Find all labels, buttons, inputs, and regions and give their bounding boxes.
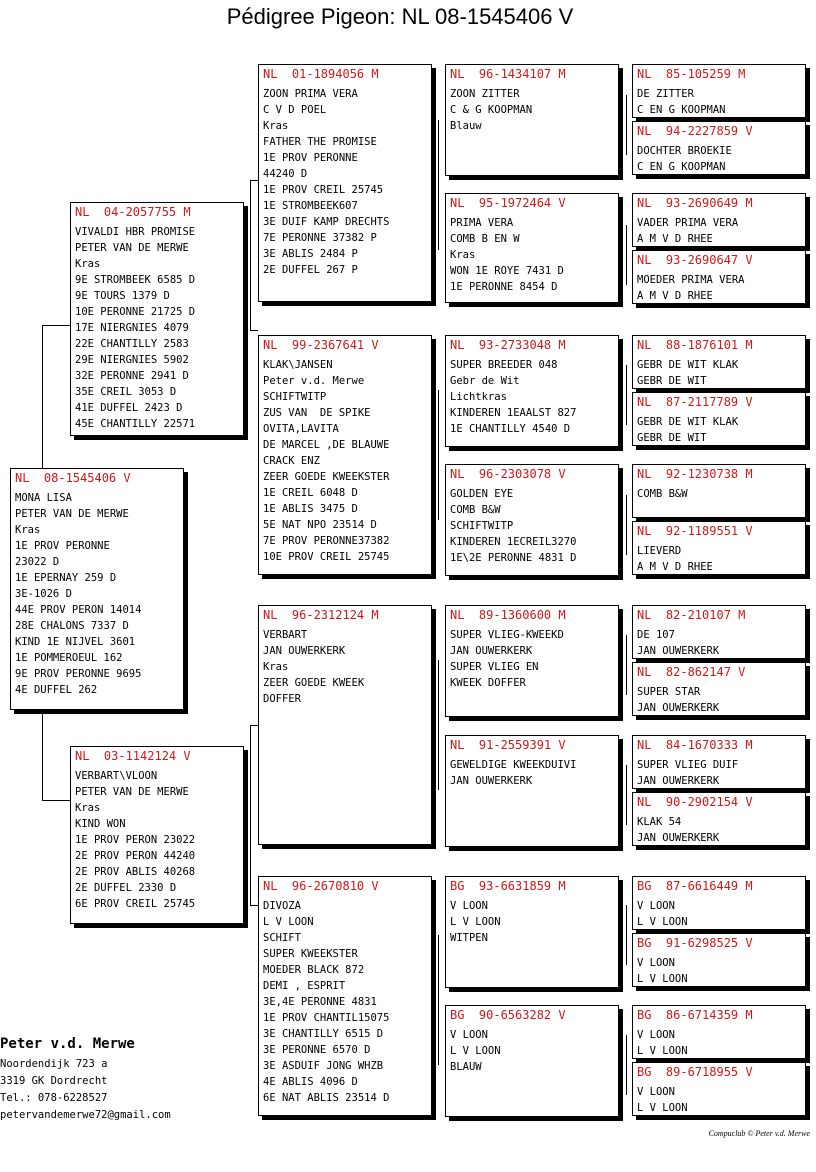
info-line: 35E CREIL 3053 D: [75, 386, 177, 398]
ring-number: NL 01-1894056 M: [263, 67, 379, 81]
pigeon-card-gen3: [445, 64, 619, 176]
info-line: KLAK 54: [637, 816, 682, 828]
ring-number: NL 87-2117789 V: [637, 395, 753, 409]
info-line: VERBART: [263, 629, 308, 641]
info-line: GEBR DE WIT KLAK: [637, 416, 739, 428]
info-line: SUPER BREEDER 048: [450, 359, 558, 371]
pigeon-card-granddam-paternal: [258, 335, 432, 575]
info-line: 28E CHALONS 7337 D: [15, 620, 129, 632]
info-line: JAN OUWERKERK: [263, 645, 346, 657]
info-line: 6E NAT ABLIS 23514 D: [263, 1092, 390, 1104]
info-line: 41E DUFFEL 2423 D: [75, 402, 183, 414]
info-line: Gebr de Wit: [450, 375, 520, 387]
info-line: BLAUW: [450, 1061, 482, 1073]
ring-number: NL 85-105259 M: [637, 67, 746, 81]
pigeon-card-gen4: [632, 464, 806, 518]
info-line: GEBR DE WIT: [637, 375, 707, 387]
info-line: KINDEREN 1EAALST 827: [450, 407, 577, 419]
info-line: 1E CHANTILLY 4540 D: [450, 423, 571, 435]
info-line: 22E CHANTILLY 2583: [75, 338, 189, 350]
connector-line: [626, 765, 627, 825]
pigeon-card-gen3: [445, 1005, 619, 1117]
info-line: COMB B&W: [450, 504, 501, 516]
pigeon-card-mother: [70, 746, 244, 924]
info-line: A M V D RHEE: [637, 561, 713, 573]
ring-number: NL 84-1670333 M: [637, 738, 753, 752]
info-line: V LOON: [450, 1029, 488, 1041]
info-line: Blauw: [450, 120, 482, 132]
info-line: CRACK ENZ: [263, 455, 320, 467]
pigeon-card-gen4: [632, 876, 806, 930]
info-line: 23022 D: [15, 556, 60, 568]
info-line: SCHIFTWITP: [450, 520, 514, 532]
info-line: L V LOON: [450, 1045, 501, 1057]
info-line: 1E POMMEROEUL 162: [15, 652, 123, 664]
info-line: JAN OUWERKERK: [450, 775, 533, 787]
info-line: 44240 D: [263, 168, 308, 180]
info-line: MOEDER BLACK 872: [263, 964, 365, 976]
info-line: 1E PROV PERONNE: [263, 152, 358, 164]
info-line: SUPER VLIEG DUIF: [637, 759, 739, 771]
info-line: 1E EPERNAY 259 D: [15, 572, 117, 584]
info-line: KIND 1E NIJVEL 3601: [15, 636, 136, 648]
ring-number: NL 94-2227859 V: [637, 124, 753, 138]
info-line: GEBR DE WIT KLAK: [637, 359, 739, 371]
ring-number: NL 08-1545406 V: [15, 471, 131, 485]
ring-number: NL 96-2670810 V: [263, 879, 379, 893]
info-line: COMB B EN W: [450, 233, 520, 245]
info-line: VIVALDI HBR PROMISE: [75, 226, 196, 238]
info-line: 9E TOURS 1379 D: [75, 290, 170, 302]
info-line: 2E PROV ABLIS 40268: [75, 866, 196, 878]
info-line: 7E PERONNE 37382 P: [263, 232, 377, 244]
ring-number: NL 95-1972464 V: [450, 196, 566, 210]
info-line: V LOON: [450, 900, 488, 912]
info-line: JAN OUWERKERK: [637, 775, 720, 787]
ring-number: NL 96-2312124 M: [263, 608, 379, 622]
info-line: A M V D RHEE: [637, 233, 713, 245]
info-line: 3E CHANTILLY 6515 D: [263, 1028, 384, 1040]
info-line: L V LOON: [263, 916, 314, 928]
info-line: WITPEN: [450, 932, 488, 944]
info-line: 3E DUIF KAMP DRECHTS: [263, 216, 390, 228]
info-line: 10E PERONNE 21725 D: [75, 306, 196, 318]
info-line: C EN G KOOPMAN: [637, 104, 726, 116]
info-line: 7E PROV PERONNE37382: [263, 535, 390, 547]
info-line: FATHER THE PROMISE: [263, 136, 377, 148]
pigeon-card-gen4: [632, 392, 806, 446]
ring-number: NL 93-2690649 M: [637, 196, 753, 210]
info-line: 1E\2E PERONNE 4831 D: [450, 552, 577, 564]
info-line: JAN OUWERKERK: [637, 645, 720, 657]
pigeon-card-gen4: [632, 521, 806, 575]
connector-line: [626, 1035, 627, 1095]
info-line: L V LOON: [637, 1102, 688, 1114]
ring-number: NL 99-2367641 V: [263, 338, 379, 352]
ring-number: NL 91-2559391 V: [450, 738, 566, 752]
info-line: 1E CREIL 6048 D: [263, 487, 358, 499]
info-line: MOEDER PRIMA VERA: [637, 274, 745, 286]
pigeon-card-gen4: [632, 1062, 806, 1116]
ring-number: NL 82-210107 M: [637, 608, 746, 622]
info-line: V LOON: [637, 1086, 675, 1098]
pigeon-card-gen4: [632, 735, 806, 789]
info-line: GEBR DE WIT: [637, 432, 707, 444]
pigeon-card-grandsire-maternal: [258, 605, 432, 845]
page-title: Pédigree Pigeon: NL 08-1545406 V: [226, 4, 574, 29]
info-line: JAN OUWERKERK: [637, 832, 720, 844]
info-line: C V D POEL: [263, 104, 327, 116]
info-line: KIND WON: [75, 818, 126, 830]
info-line: L V LOON: [637, 973, 688, 985]
info-line: ZEER GOEDE KWEEKSTER: [263, 471, 390, 483]
info-line: 5E NAT NPO 23514 D: [263, 519, 377, 531]
info-line: COMB B&W: [637, 488, 688, 500]
ring-number: NL 88-1876101 M: [637, 338, 753, 352]
info-line: Kras: [15, 524, 41, 536]
info-line: 32E PERONNE 2941 D: [75, 370, 189, 382]
connector-line: [626, 905, 627, 965]
info-line: 4E ABLIS 4096 D: [263, 1076, 358, 1088]
info-line: DE 107: [637, 629, 675, 641]
ring-number: BG 87-6616449 M: [637, 879, 753, 893]
info-line: 2E DUFFEL 267 P: [263, 264, 358, 276]
info-line: PETER VAN DE MERWE: [15, 508, 129, 520]
pigeon-card-grandsire-paternal: [258, 64, 432, 302]
info-line: 10E PROV CREIL 25745: [263, 551, 390, 563]
info-line: V LOON: [637, 957, 675, 969]
ring-number: BG 93-6631859 M: [450, 879, 566, 893]
ring-number: BG 91-6298525 V: [637, 936, 753, 950]
info-line: A M V D RHEE: [637, 290, 713, 302]
pigeon-card-gen3: [445, 605, 619, 717]
info-line: JAN OUWERKERK: [450, 645, 533, 657]
pigeon-card-gen4: [632, 1005, 806, 1059]
connector-line: [626, 225, 627, 285]
info-line: MONA LISA: [15, 492, 72, 504]
info-line: ZOON PRIMA VERA: [263, 88, 358, 100]
info-line: 9E STROMBEEK 6585 D: [75, 274, 196, 286]
ring-number: BG 89-6718955 V: [637, 1065, 753, 1079]
info-line: SUPER VLIEG EN: [450, 661, 539, 673]
info-line: 2E DUFFEL 2330 D: [75, 882, 177, 894]
info-line: SCHIFT: [263, 932, 301, 944]
info-line: DOCHTER BROEKIE: [637, 145, 732, 157]
connector-line: [250, 180, 258, 181]
info-line: VADER PRIMA VERA: [637, 217, 739, 229]
owner-info: [0, 1036, 171, 1124]
connector-line: [42, 325, 70, 326]
info-line: KWEEK DOFFER: [450, 677, 526, 689]
info-line: 3E ASDUIF JONG WHZB: [263, 1060, 384, 1072]
pigeon-card-subject: [10, 468, 184, 710]
pigeon-card-gen3: [445, 335, 619, 447]
info-line: WON 1E ROYE 7431 D: [450, 265, 564, 277]
info-line: OVITA,LAVITA: [263, 423, 339, 435]
info-line: C & G KOOPMAN: [450, 104, 533, 116]
info-line: Kras: [263, 661, 289, 673]
info-line: KLAK\JANSEN: [263, 359, 333, 371]
pigeon-card-father: [70, 202, 244, 436]
owner-address: Noordendijk 723 a: [0, 1058, 108, 1070]
info-line: LIEVERD: [637, 545, 682, 557]
owner-city: 3319 GK Dordrecht: [0, 1075, 108, 1087]
info-line: 1E ABLIS 3475 D: [263, 503, 358, 515]
connector-line: [42, 325, 43, 468]
info-line: Peter v.d. Merwe: [263, 375, 365, 387]
ring-number: NL 90-2902154 V: [637, 795, 753, 809]
connector-line: [42, 710, 43, 800]
pigeon-card-gen4: [632, 933, 806, 987]
connector-line: [250, 725, 258, 726]
connector-line: [42, 800, 70, 801]
info-line: DIVOZA: [263, 900, 301, 912]
info-line: 1E PERONNE 8454 D: [450, 281, 558, 293]
connector-line: [438, 660, 439, 790]
info-line: ZOON ZITTER: [450, 88, 520, 100]
info-line: 3E PERONNE 6570 D: [263, 1044, 371, 1056]
info-line: DOFFER: [263, 693, 301, 705]
info-line: 29E NIERGNIES 5902: [75, 354, 189, 366]
ring-number: BG 86-6714359 M: [637, 1008, 753, 1022]
ring-number: NL 92-1230738 M: [637, 467, 753, 481]
ring-number: NL 93-2733048 M: [450, 338, 566, 352]
pigeon-card-gen4: [632, 605, 806, 659]
info-line: SUPER STAR: [637, 686, 701, 698]
owner-email: petervandemerwe72@gmail.com: [0, 1109, 171, 1121]
connector-line: [438, 120, 439, 250]
pigeon-card-gen4: [632, 250, 806, 304]
info-line: DEMI , ESPRIT: [263, 980, 346, 992]
owner-phone: Tel.: 078-6228527: [0, 1092, 108, 1104]
pigeon-card-gen4: [632, 335, 806, 389]
pigeon-card-gen3: [445, 735, 619, 847]
ring-number: NL 96-1434107 M: [450, 67, 566, 81]
connector-line: [250, 180, 251, 330]
owner-name: Peter v.d. Merwe: [0, 1036, 135, 1052]
info-line: 1E PROV CREIL 25745: [263, 184, 384, 196]
connector-line: [250, 725, 251, 905]
info-line: Kras: [75, 802, 101, 814]
info-line: SUPER KWEEKSTER: [263, 948, 358, 960]
ring-number: NL 03-1142124 V: [75, 749, 191, 763]
pigeon-card-gen4: [632, 792, 806, 846]
info-line: 1E PROV CHANTIL15075: [263, 1012, 390, 1024]
info-line: 9E PROV PERONNE 9695: [15, 668, 142, 680]
info-line: GEWELDIGE KWEEKDUIVI: [450, 759, 577, 771]
info-line: DE MARCEL ,DE BLAUWE: [263, 439, 390, 451]
info-line: ZUS VAN DE SPIKE: [263, 407, 371, 419]
info-line: 1E STROMBEEK607: [263, 200, 358, 212]
info-line: 1E PROV PERONNE: [15, 540, 110, 552]
info-line: PETER VAN DE MERWE: [75, 242, 189, 254]
info-line: SCHIFTWITP: [263, 391, 327, 403]
pigeon-card-gen4: [632, 64, 806, 118]
ring-number: NL 92-1189551 V: [637, 524, 753, 538]
ring-number: NL 93-2690647 V: [637, 253, 753, 267]
info-line: 3E ABLIS 2484 P: [263, 248, 358, 260]
pigeon-card-gen3: [445, 193, 619, 303]
connector-line: [626, 95, 627, 155]
ring-number: NL 04-2057755 M: [75, 205, 191, 219]
info-line: L V LOON: [450, 916, 501, 928]
info-line: 1E PROV PERON 23022: [75, 834, 196, 846]
info-line: PETER VAN DE MERWE: [75, 786, 189, 798]
info-line: 3E-1026 D: [15, 588, 72, 600]
info-line: 4E DUFFEL 262: [15, 684, 98, 696]
info-line: 6E PROV CREIL 25745: [75, 898, 196, 910]
ring-number: NL 89-1360600 M: [450, 608, 566, 622]
info-line: PRIMA VERA: [450, 217, 514, 229]
info-line: Lichtkras: [450, 391, 507, 403]
info-line: L V LOON: [637, 916, 688, 928]
ring-number: NL 96-2303078 V: [450, 467, 566, 481]
connector-line: [626, 365, 627, 425]
info-line: GOLDEN EYE: [450, 488, 514, 500]
connector-line: [250, 330, 258, 331]
info-line: Kras: [450, 249, 476, 261]
info-line: V LOON: [637, 900, 675, 912]
pigeon-card-gen4: [632, 193, 806, 247]
info-line: L V LOON: [637, 1045, 688, 1057]
connector-line: [438, 935, 439, 1065]
ring-number: BG 90-6563282 V: [450, 1008, 566, 1022]
pigeon-card-gen4: [632, 121, 806, 175]
info-line: DE ZITTER: [637, 88, 694, 100]
ring-number: NL 82-862147 V: [637, 665, 746, 679]
connector-line: [438, 390, 439, 520]
info-line: JAN OUWERKERK: [637, 702, 720, 714]
info-line: 2E PROV PERON 44240: [75, 850, 196, 862]
info-line: VERBART\VLOON: [75, 770, 158, 782]
pigeon-card-gen3: [445, 464, 619, 576]
pigeon-card-granddam-maternal: [258, 876, 432, 1116]
connector-line: [250, 905, 258, 906]
info-line: C EN G KOOPMAN: [637, 161, 726, 173]
info-line: KINDEREN 1ECREIL3270: [450, 536, 577, 548]
info-line: V LOON: [637, 1029, 675, 1041]
info-line: ZEER GOEDE KWEEK: [263, 677, 365, 689]
info-line: SUPER VLIEG-KWEEKD: [450, 629, 564, 641]
pigeon-card-gen4: [632, 662, 806, 716]
info-line: 45E CHANTILLY 22571: [75, 418, 196, 430]
connector-line: [626, 635, 627, 695]
info-line: 44E PROV PERON 14014: [15, 604, 142, 616]
info-line: Kras: [75, 258, 101, 270]
connector-line: [626, 495, 627, 555]
pigeon-card-gen3: [445, 876, 619, 988]
info-line: 17E NIERGNIES 4079: [75, 322, 189, 334]
info-line: Kras: [263, 120, 289, 132]
info-line: 3E,4E PERONNE 4831: [263, 996, 377, 1008]
footer-credit: Compuclub © Peter v.d. Merwe: [708, 1129, 810, 1138]
